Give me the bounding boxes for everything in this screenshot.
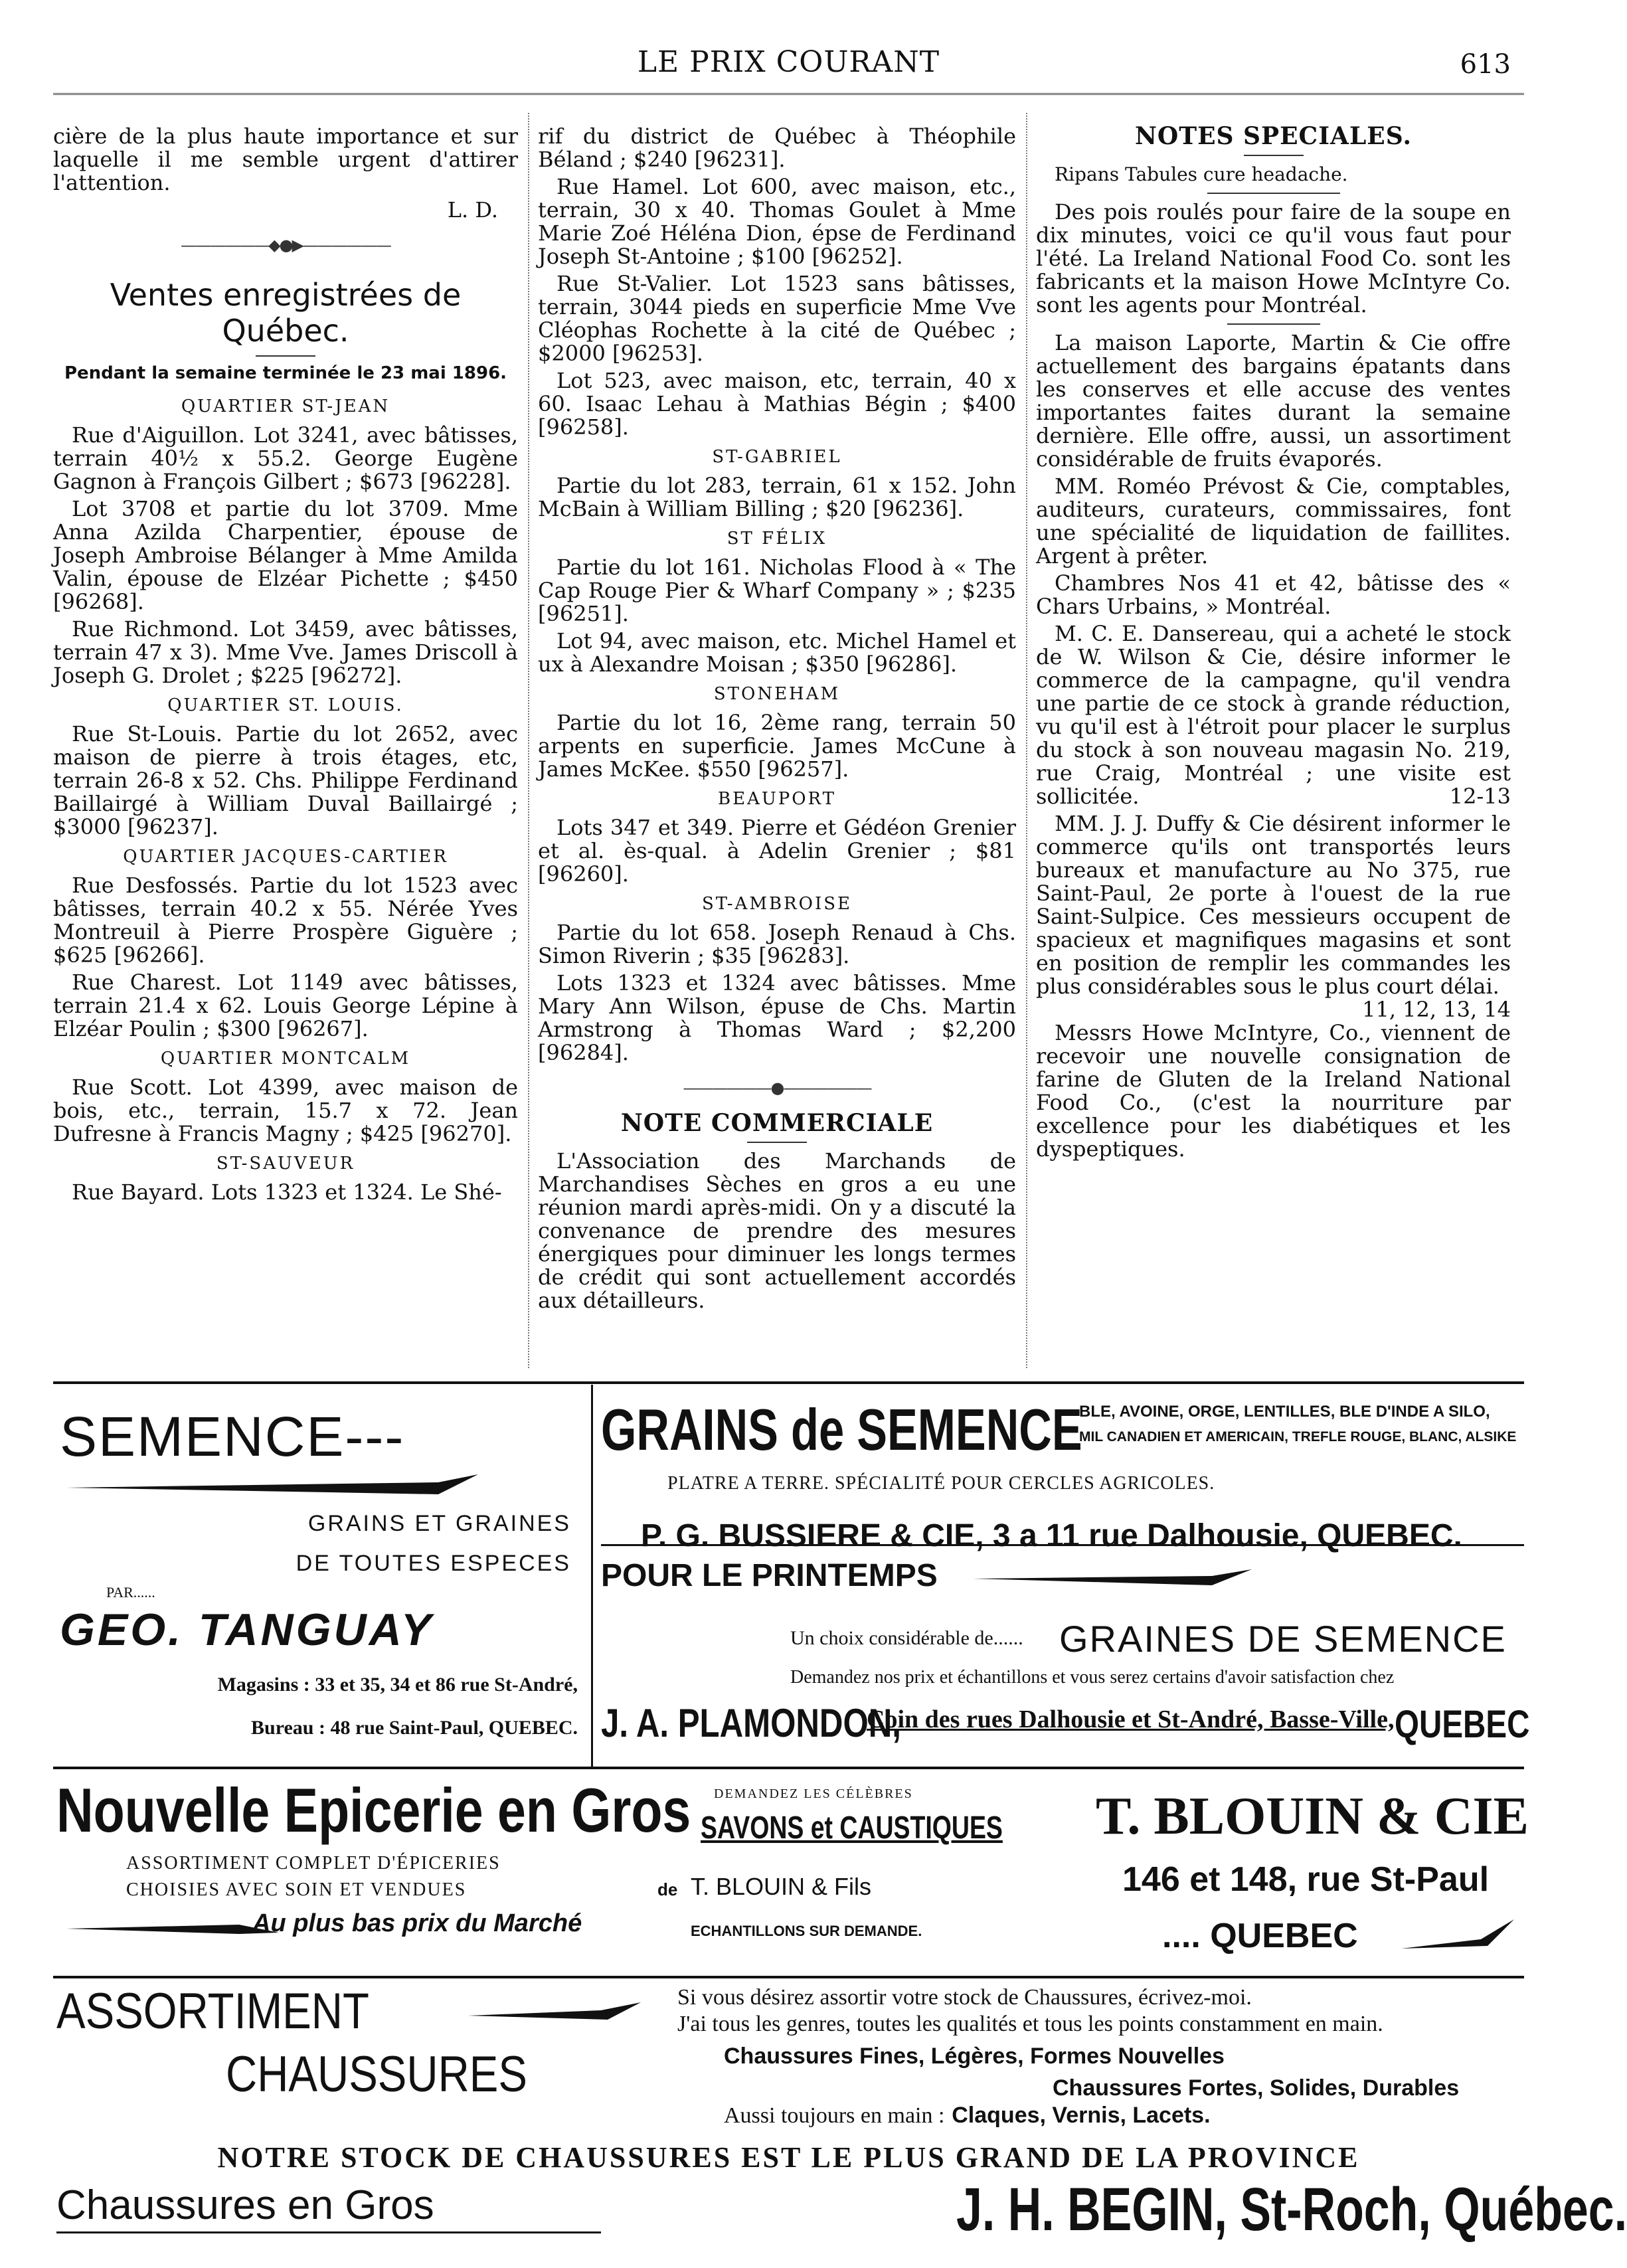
sale-entry: Rue Scott. Lot 4399, avec maison de bois, etc., terrain, 15.7 x 72. Jean Dufresne à Francis Magny ; $425 [96270].: [53, 1075, 518, 1146]
ad-tanguay: [53, 1391, 584, 1763]
ad-name: J. A. PLAMONDON,: [601, 1701, 901, 1745]
ad-heading: POUR LE PRINTEMPS: [601, 1558, 938, 1593]
column-2: [538, 125, 1016, 1316]
district-heading: STONEHAM: [713, 684, 841, 704]
ad-text: Chaussures Fortes, Solides, Durables: [1053, 2075, 1460, 2101]
ad-text: GRAINS ET GRAINES: [307, 1511, 571, 1536]
ornament-divider: ——————●——————: [683, 1079, 871, 1097]
sale-entry: Lots 1323 et 1324 avec bâtisses. Mme Mary Ann Wilson, épuse de Chs. Martin Armstrong à Thomas Ward ; $2,200 [96284].: [538, 970, 1016, 1065]
ad-address: 146 et 148, rue St-Paul: [1122, 1860, 1490, 1899]
ad-name: GEO. TANGUAY: [60, 1605, 434, 1655]
ad-blouin: [1029, 1773, 1529, 1972]
sale-entry: Rue St-Valier. Lot 1523 sans bâtisses, terrain, 3044 pieds en superficie Mme Vve Cléophas Rochette à la cité de Québec ; $2000 [96253].: [538, 271, 1016, 366]
ad-text: ECHANTILLONS SUR DEMANDE.: [691, 1923, 922, 1939]
district-heading: ST-AMBROISE: [701, 894, 853, 914]
notice-paragraph: MM. Roméo Prévost & Cie, comptables, auditeurs, curateurs, commissaires, font une spécialité de liquidation de faillites. Argent à prêter.: [1036, 474, 1511, 568]
sale-entry: Partie du lot 283, terrain, 61 x 152. John McBain à William Billing ; $20 [96236].: [538, 473, 1016, 521]
sale-entry: Lot 523, avec maison, etc, terrain, 40 x 60. Isaac Lehau à Mathias Bégin ; $400 [96258].: [538, 368, 1016, 440]
ad-rule: [601, 1544, 1524, 1546]
ad-text: Un choix considérable de......: [790, 1627, 1023, 1649]
short-rule: [747, 1142, 807, 1143]
ad-title: SAVONS et CAUSTIQUES: [701, 1810, 1003, 1846]
ad-text: Si vous désirez assortir votre stock de Chaussures, écrivez-moi.: [677, 1985, 1252, 2010]
pen-flourish-icon: [1401, 1919, 1514, 1953]
ad-rule: [53, 1976, 1524, 1978]
ad-name: J. H. BEGIN, St-Roch, Québec.: [956, 2176, 1627, 2243]
column-divider: [528, 113, 529, 1368]
notice-paragraph: [1036, 811, 1511, 1022]
notice-paragraph: [1036, 622, 1511, 808]
short-rule: [1227, 323, 1320, 325]
notice-paragraph: Chambres Nos 41 et 42, bâtisse des « Chars Urbains, » Montréal.: [1036, 570, 1511, 619]
section-heading: NOTES SPECIALES.: [1135, 122, 1412, 150]
sale-entry: Rue Desfossés. Partie du lot 1523 avec bâtisses, terrain 40.2 x 55. Nérée Yves Montreuil à Pierre Prospère Giguère ; $625 [96266].: [53, 873, 518, 968]
ad-chaussures: [53, 1982, 1627, 2245]
district-heading: QUARTIER ST-JEAN: [181, 396, 390, 416]
pen-flourish-icon: [66, 1474, 478, 1501]
district-heading: QUARTIER JACQUES-CARTIER: [123, 847, 448, 867]
notice-text: M. C. E. Dansereau, qui a acheté le stock de W. Wilson & Cie, désire informer le commerce de la campagne, qu'il vendra une partie de ce stock à grande réduction, vu qu'il est à l'étroit pour placer le surplus du stock à son nouveau magasin No. 219, rue Craig, Montréal ; une visite est sollicitée.: [1036, 621, 1511, 809]
ad-text-part: Aussi toujours en main :: [724, 2103, 945, 2128]
notice-paragraph: La maison Laporte, Martin & Cie offre actuellement des bargains épatants dans les conserves et elle accuse des ventes importantes faites durant la semaine dernière. Elle offre, aussi, un assortiment considérable de fruits évaporés.: [1036, 330, 1511, 472]
header-rule: [53, 93, 1524, 98]
ad-text: DEMANDEZ LES CÉLÈBRES: [714, 1787, 913, 1801]
sale-entry: Rue Hamel. Lot 600, avec maison, etc., terrain, 30 x 40. Thomas Goulet à Mme Marie Zoé Héléna Dion, épse de Ferdinand Joseph St-Antoine ; $100 [96252].: [538, 174, 1016, 269]
district-heading: BEAUPORT: [717, 789, 837, 809]
page-title: LE PRIX COURANT: [637, 45, 940, 79]
ad-text: CHOISIES AVEC SOIN ET VENDUES: [126, 1879, 467, 1900]
column-3: [1036, 122, 1511, 1165]
ad-text: [724, 2102, 1211, 2129]
section-heading: NOTE COMMERCIALE: [620, 1109, 934, 1137]
underline-rule: [56, 2231, 601, 2233]
ad-text: Demandez nos prix et échantillons et vous serez certains d'avoir satisfaction chez: [790, 1667, 1395, 1688]
article-paragraph: L'Association des Marchands de Marchandises Sèches en gros a eu une réunion mardi après-midi. On y a discuté la convenance de prendre des mesures énergiques pour diminuer les longs termes de crédit qui sont actuellement accordés aux détailleurs.: [538, 1148, 1016, 1313]
ad-name: P. G. BUSSIERE & CIE, 3 a 11 rue Dalhousie, QUEBEC.: [641, 1518, 1462, 1553]
ad-title: ASSORTIMENT: [56, 1983, 369, 2040]
notice-text: MM. J. J. Duffy & Cie désirent informer le commerce qu'ils ont transportés leurs bureaux et manufacture au No 375, rue Saint-Paul, 2e porte à l'ouest de la rue Saint-Sulpice. Ces messieurs occupent de spacieux et magnifiques magasins et sont en position de remplir les commandes les plus considérables sous le plus court délai.: [1036, 811, 1511, 999]
ad-rule: [53, 1381, 1524, 1384]
district-heading: ST-GABRIEL: [712, 447, 842, 467]
sale-entry: Lot 94, avec maison, etc. Michel Hamel et ux à Alexandre Moisan ; $350 [96286].: [538, 628, 1016, 677]
ad-text: DE TOUTES ESPECES: [296, 1551, 571, 1576]
ad-text-part: Claques, Vernis, Lacets.: [952, 2103, 1211, 2128]
pen-flourish-icon: [468, 1996, 641, 2029]
article-paragraph: cière de la plus haute importance et sur laquelle il me semble urgent d'attirer l'attention.: [53, 124, 518, 195]
ad-address: Magasins : 33 et 35, 34 et 86 rue St-André,: [217, 1674, 578, 1696]
district-heading: QUARTIER MONTCALM: [160, 1049, 411, 1069]
sale-entry: Lot 3708 et partie du lot 3709. Mme Anna Azilda Charpentier, épouse de Joseph Ambroise Bélanger à Mme Amilda Valin, épouse de Elzéar Pichette ; $450 [96268].: [53, 496, 518, 614]
ad-title: GRAINS de SEMENCE: [601, 1397, 1082, 1462]
sale-entry: Rue Richmond. Lot 3459, avec bâtisses, terrain 47 x 3). Mme Vve. James Driscoll à Joseph G. Drolet ; $225 [96272].: [53, 616, 518, 688]
district-heading: ST-SAUVEUR: [216, 1154, 355, 1174]
sale-entry: Lots 347 et 349. Pierre et Gédéon Grenier et al. ès-qual. à Adelin Grenier ; $81 [96260].: [538, 815, 1016, 887]
sale-entry: Rue St-Louis. Partie du lot 2652, avec maison de pierre à trois étages, etc, terrain 26-8 x 52. Chs. Philippe Ferdinand Baillairgé à William Duval Baillairgé ; $3000 [96237].: [53, 721, 518, 839]
ad-title: SEMENCE---: [60, 1405, 405, 1468]
pen-flourish-icon: [66, 1913, 279, 1939]
sale-entry: Partie du lot 16, 2ème rang, terrain 50 arpents en superficie. James McCune à James McKee. $550 [96257].: [538, 710, 1016, 782]
newspaper-page: [53, 27, 1627, 2245]
ornament-divider: ——————◆●▶——————: [181, 236, 390, 254]
page-number: 613: [1460, 49, 1511, 80]
sale-entry: Partie du lot 658. Joseph Renaud à Chs. Simon Riverin ; $35 [96283].: [538, 920, 1016, 968]
short-rule: [1207, 193, 1340, 194]
ad-title: Nouvelle Epicerie en Gros: [56, 1775, 691, 1845]
notice-paragraph: Messrs Howe McIntyre, Co., viennent de recevoir une nouvelle consignation de farine de Gluten de la Ireland National Food Co., (c'est la nourriture par excellence pour les diabétiques et les dyspeptiques.: [1036, 1020, 1511, 1162]
sale-entry: Rue Charest. Lot 1149 avec bâtisses, terrain 21.4 x 62. Louis George Lépine à Elzéar Poulin ; $300 [96267].: [53, 970, 518, 1041]
sale-entry: Rue d'Aiguillon. Lot 3241, avec bâtisses, terrain 40½ x 55.2. George Eugène Gagnon à François Gilbert ; $673 [96228].: [53, 422, 518, 494]
short-rule: [256, 355, 315, 357]
ad-text: J'ai tous les genres, toutes les qualités et tous les points constamment en main.: [677, 2012, 1383, 2036]
ad-city: .... QUEBEC: [1162, 1917, 1358, 1955]
district-heading: QUARTIER ST. LOUIS.: [167, 695, 404, 715]
notice-paragraph: Des pois roulés pour faire de la soupe en dix minutes, voici ce qu'il vous faut pour l'été. La Ireland National Food Co. sont les fabricants et la maison Howe McIntyre Co. sont les agents pour Montréal.: [1036, 199, 1511, 317]
ad-rule: [53, 1767, 1524, 1769]
ad-plamondon: [601, 1551, 1530, 1763]
ad-name: T. BLOUIN & CIE: [1096, 1787, 1529, 1846]
sale-entry: rif du district de Québec à Théophile Béland ; $240 [96231].: [538, 124, 1016, 172]
ad-text: BLE, AVOINE, ORGE, LENTILLES, BLE D'INDE A SILO,: [1079, 1403, 1490, 1421]
insertion-numbers: 11, 12, 13, 14: [1362, 997, 1511, 1022]
district-heading: ST FÉLIX: [727, 529, 827, 549]
ad-divider: [591, 1385, 593, 1767]
ad-text: PAR......: [106, 1584, 155, 1601]
section-subheading: Pendant la semaine terminée le 23 mai 1896.: [64, 363, 507, 383]
section-heading: Ventes enregistrées de Québec.: [110, 277, 462, 349]
ad-text: de: [657, 1879, 678, 1899]
pen-flourish-icon: [973, 1569, 1252, 1589]
ad-text: NOTRE STOCK DE CHAUSSURES EST LE PLUS GRAND DE LA PROVINCE: [217, 2141, 1360, 2174]
ad-title: CHAUSSURES: [226, 2046, 527, 2103]
ad-text: ASSORTIMENT COMPLET D'ÉPICERIES: [126, 1853, 501, 1874]
ad-name: T. BLOUIN & Fils: [691, 1873, 872, 1900]
sale-entry: Rue Bayard. Lots 1323 et 1324. Le Shé-: [72, 1179, 502, 1205]
ad-savons: [651, 1773, 1023, 1972]
ad-text: Chaussures Fines, Légères, Formes Nouvelles: [724, 2044, 1225, 2069]
insertion-numbers: 12-13: [1449, 784, 1511, 809]
ad-address: Bureau : 48 rue Saint-Paul, QUEBEC.: [251, 1717, 578, 1739]
column-1: [53, 125, 518, 1208]
ad-address: Coin des rues Dalhousie et St-André, Basse-Ville,: [867, 1705, 1395, 1733]
ad-text: Au plus bas prix du Marché: [252, 1909, 582, 1937]
ad-city: QUEBEC: [1395, 1703, 1530, 1746]
notice-paragraph: Ripans Tabules cure headache.: [1055, 163, 1348, 185]
signature: L. D.: [447, 197, 498, 222]
ad-text: GRAINES DE SEMENCE: [1059, 1618, 1507, 1660]
column-divider: [1026, 113, 1027, 1368]
sale-entry: Partie du lot 161. Nicholas Flood à « The Cap Rouge Pier & Wharf Company » ; $235 [96251].: [538, 555, 1016, 626]
short-rule: [1244, 155, 1304, 156]
ad-text: MIL CANADIEN ET AMERICAIN, TREFLE ROUGE, BLANC, ALSIKE: [1079, 1429, 1517, 1444]
ad-text: PLATRE A TERRE. SPÉCIALITÉ POUR CERCLES AGRICOLES.: [667, 1473, 1215, 1494]
ad-text: Chaussures en Gros: [56, 2182, 434, 2228]
